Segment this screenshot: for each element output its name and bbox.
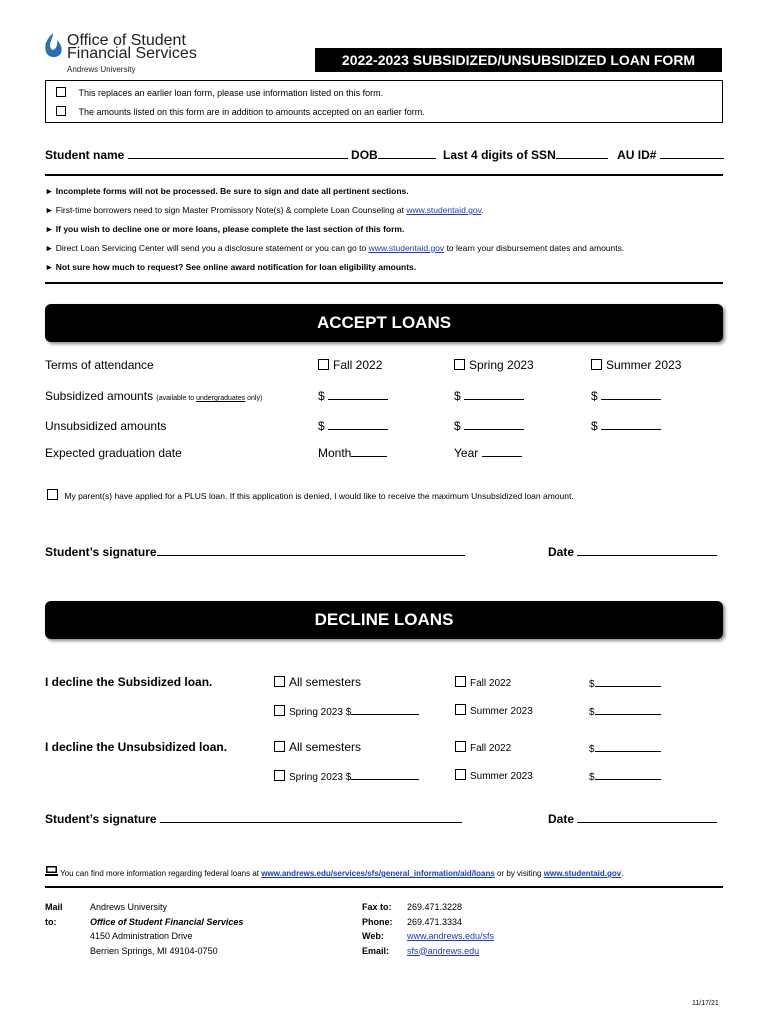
decline-unsub-all: All semesters (274, 740, 361, 754)
decline-unsub-fall-amount[interactable]: $ (589, 741, 661, 755)
studentaid-link[interactable]: www.studentaid.gov (406, 205, 482, 215)
note-item: ► Not sure how much to request? See online award notification for loan eligibility amounts. (45, 262, 417, 272)
logo-line1: Office of Student (67, 32, 186, 49)
form-title: 2022-2023 SUBSIDIZED/UNSUBSIDIZED LOAN FORM (315, 48, 722, 72)
email-link[interactable]: sfs@andrews.edu (407, 945, 480, 956)
logo (42, 32, 202, 76)
additional-form-text: The amounts listed on this form are in addition to amounts accepted on an earlier form. (78, 107, 425, 117)
term-fall: Fall 2022 (318, 358, 382, 372)
computer-icon (45, 866, 58, 877)
term-summer: Summer 2023 (591, 358, 681, 372)
decline-signature-row: Student’s signature (45, 812, 462, 826)
divider (45, 886, 723, 888)
decline-signature-field[interactable] (160, 812, 462, 823)
web-link[interactable]: www.andrews.edu/sfs (407, 931, 495, 941)
mail-label: Mail to: (45, 902, 63, 927)
ssn-field[interactable] (556, 148, 608, 159)
note-item: ► If you wish to decline one or more loans, please complete the last section of this form. (45, 224, 405, 234)
decline-sub-fall-checkbox[interactable] (455, 676, 466, 687)
decline-sub-spring-amount[interactable] (351, 704, 419, 715)
decline-sub-all: All semesters (274, 675, 361, 689)
decline-subsidized-label: I decline the Subsidized loan. (45, 675, 213, 689)
notes-list (45, 186, 725, 281)
student-info-row (45, 148, 725, 162)
unsub-summer-amount[interactable]: $ (591, 419, 661, 433)
decline-sub-spring-checkbox[interactable] (274, 705, 285, 716)
summer-2023-checkbox[interactable] (591, 359, 602, 370)
replace-form-checkbox[interactable] (56, 87, 66, 97)
sub-summer-amount[interactable]: $ (591, 389, 661, 403)
grad-year-field[interactable]: Year (454, 446, 522, 460)
decline-loans-header: DECLINE LOANS (45, 601, 723, 639)
divider (45, 174, 723, 176)
decline-unsub-all-checkbox[interactable] (274, 741, 285, 752)
plus-loan-text: My parent(s) have applied for a PLUS loan. If this application is denied, I would like to receive the maximum Unsubsidized loan amount. (64, 491, 574, 501)
decline-unsub-spring-checkbox[interactable] (274, 770, 285, 781)
studentaid-link[interactable]: www.studentaid.gov (543, 869, 622, 878)
studentaid-link[interactable]: www.studentaid.gov (368, 243, 445, 253)
note-item: ► Direct Loan Servicing Center will send you a disclosure statement or you can go to www.studentaid.gov to learn your disbursement dates and amounts. (45, 243, 625, 253)
note-item: ► Incomplete forms will not be processed. Be sure to sign and date all pertinent sections. (45, 186, 409, 196)
student-name-label: Student name (45, 148, 125, 162)
term-spring: Spring 2023 (454, 358, 534, 372)
unsub-spring-amount[interactable]: $ (454, 419, 524, 433)
accept-signature-field[interactable] (157, 545, 465, 556)
accept-date-field[interactable] (577, 545, 717, 556)
decline-unsub-summer-amount[interactable]: $ (589, 769, 661, 783)
divider (45, 282, 723, 284)
address-line: 4150 Administration Drive (90, 931, 193, 941)
decline-sub-summer-amount[interactable]: $ (589, 704, 661, 718)
auid-field[interactable] (660, 148, 724, 159)
phone-label: Phone: (362, 916, 393, 927)
plus-loan-checkbox[interactable] (47, 489, 58, 500)
student-name-field[interactable] (128, 148, 348, 159)
grad-month-field[interactable]: Month (318, 446, 387, 460)
address-line: Berrien Springs, MI 49104-0750 (90, 945, 218, 956)
auid-label: AU ID# (617, 148, 657, 162)
decline-date-field[interactable] (577, 812, 717, 823)
loan-info-line: You can find more information regarding federal loans at www.andrews.edu/services/sfs/general_information/aid/loans or by visiting www.studentaid.gov. (45, 866, 623, 878)
decline-date-row: Date (548, 812, 717, 826)
email-label: Email: (362, 945, 390, 956)
decline-unsub-summer: Summer 2023 (455, 769, 533, 782)
note-item: ► First-time borrowers need to sign Master Promissory Note(s) & complete Loan Counseling at www.studentaid.gov. (45, 205, 484, 215)
decline-unsub-spring: Spring 2023 $ (274, 769, 419, 783)
fax-number: 269.471.3228 (407, 902, 463, 912)
replace-form-text: This replaces an earlier loan form, please use information listed on this form. (78, 88, 384, 98)
decline-sub-summer: Summer 2023 (455, 704, 533, 717)
decline-unsub-summer-checkbox[interactable] (455, 769, 466, 780)
decline-unsub-fall-checkbox[interactable] (455, 741, 466, 752)
sfs-loans-link[interactable]: www.andrews.edu/services/sfs/general_information/aid/loans (261, 869, 495, 878)
dob-label: DOB (351, 148, 378, 162)
plus-loan-option (47, 489, 574, 501)
accept-signature-row: Student’s signature (45, 545, 465, 559)
subsidized-label: Subsidized amounts (available to undergraduates only) (45, 389, 263, 403)
form-version: 11/17/21 (692, 1000, 719, 1007)
flame-logo-icon (42, 32, 64, 60)
decline-unsubsidized-label: I decline the Unsubsidized loan. (45, 740, 228, 754)
fall-2022-checkbox[interactable] (318, 359, 329, 370)
terms-label: Terms of attendance (45, 358, 154, 372)
decline-sub-all-checkbox[interactable] (274, 676, 285, 687)
accept-loans-header: ACCEPT LOANS (45, 304, 723, 342)
unsubsidized-label: Unsubsidized amounts (45, 419, 167, 433)
dob-field[interactable] (378, 148, 436, 159)
decline-unsub-fall: Fall 2022 (455, 741, 511, 754)
unsub-fall-amount[interactable]: $ (318, 419, 388, 433)
address-line: Andrews University (90, 902, 168, 912)
web-label: Web: (362, 931, 384, 941)
accept-date-row: Date (548, 545, 717, 559)
decline-sub-fall-amount[interactable]: $ (589, 676, 661, 690)
fax-label: Fax to: (362, 902, 392, 912)
logo-subtitle: Andrews University (67, 65, 136, 74)
ssn-label: Last 4 digits of SSN (443, 148, 556, 162)
spring-2023-checkbox[interactable] (454, 359, 465, 370)
decline-sub-fall: Fall 2022 (455, 676, 511, 689)
logo-line2: Financial Services (67, 45, 197, 62)
decline-sub-summer-checkbox[interactable] (455, 704, 466, 715)
additional-form-checkbox[interactable] (56, 106, 66, 116)
sub-fall-amount[interactable]: $ (318, 389, 388, 403)
address-line: Office of Student Financial Services (90, 916, 244, 927)
form-options-box (45, 80, 723, 123)
phone-number: 269.471.3334 (407, 916, 463, 927)
decline-unsub-spring-amount[interactable] (351, 769, 419, 780)
graduation-label: Expected graduation date (45, 446, 182, 460)
sub-spring-amount[interactable]: $ (454, 389, 524, 403)
decline-sub-spring: Spring 2023 $ (274, 704, 419, 718)
